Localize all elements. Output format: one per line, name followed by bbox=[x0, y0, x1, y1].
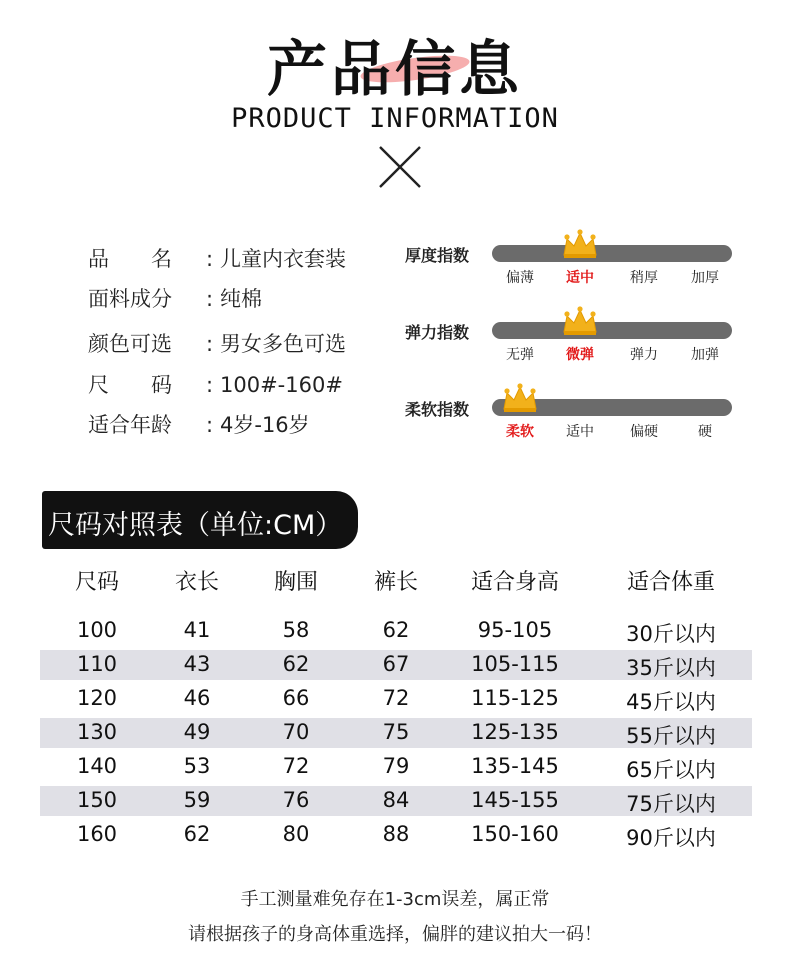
table-header-cell: 尺码 bbox=[74, 570, 119, 595]
index-level-label: 加弹 bbox=[691, 347, 719, 363]
index-bar bbox=[492, 322, 732, 339]
table-cell: 46 bbox=[183, 686, 211, 710]
size-table-title: 尺码对照表（单位:CM） bbox=[48, 510, 343, 541]
table-cell: 76 bbox=[282, 788, 310, 812]
table-cell: 59 bbox=[183, 788, 211, 812]
table-header-cell: 裤长 bbox=[373, 570, 418, 595]
info-row-name: 品 名 : 儿童内衣套装 bbox=[88, 243, 346, 273]
info-label: 品 名 bbox=[88, 247, 172, 271]
table-cell: 58 bbox=[282, 618, 310, 642]
info-label: 颜色可选 bbox=[88, 332, 172, 356]
crown-icon bbox=[501, 383, 539, 413]
table-cell: 110 bbox=[76, 652, 118, 676]
info-label: 面料成分 bbox=[88, 287, 172, 311]
table-cell: 49 bbox=[183, 720, 211, 744]
table-header-cell: 适合身高 bbox=[470, 570, 559, 595]
info-row-age: 适合年龄 : 4岁-16岁 bbox=[88, 409, 310, 439]
table-cell: 150 bbox=[76, 788, 118, 812]
table-header-cell: 适合体重 bbox=[626, 570, 715, 595]
table-cell: 72 bbox=[282, 754, 310, 778]
info-value: 儿童内衣套装 bbox=[220, 247, 346, 271]
table-cell: 67 bbox=[382, 652, 410, 676]
table-cell: 130 bbox=[76, 720, 118, 744]
table-cell: 66 bbox=[282, 686, 310, 710]
table-cell: 43 bbox=[183, 652, 211, 676]
table-cell: 150-160 bbox=[471, 822, 559, 846]
table-cell: 62 bbox=[282, 652, 310, 676]
info-value: 100#-160# bbox=[220, 373, 343, 397]
info-value: 男女多色可选 bbox=[220, 332, 346, 356]
table-cell: 88 bbox=[382, 822, 410, 846]
table-cell: 90斤以内 bbox=[626, 826, 716, 850]
table-cell: 45斤以内 bbox=[626, 690, 716, 714]
info-label: 尺 码 bbox=[88, 373, 172, 397]
info-row-material: 面料成分 : 纯棉 bbox=[88, 283, 262, 313]
table-cell: 160 bbox=[76, 822, 118, 846]
index-level-label: 柔软 bbox=[506, 424, 534, 440]
table-cell: 62 bbox=[382, 618, 410, 642]
index-level-label: 适中 bbox=[566, 270, 594, 286]
table-cell: 135-145 bbox=[471, 754, 559, 778]
table-cell: 125-135 bbox=[471, 720, 559, 744]
table-cell: 145-155 bbox=[471, 788, 559, 812]
note-line: 手工测量难免存在1-3cm误差，属正常 bbox=[240, 889, 550, 910]
table-cell: 105-115 bbox=[471, 652, 559, 676]
table-cell: 70 bbox=[282, 720, 310, 744]
page-title: 产品信息 bbox=[267, 35, 523, 105]
index-level-label: 稍厚 bbox=[630, 270, 658, 286]
crown-icon bbox=[561, 306, 599, 336]
table-cell: 75斤以内 bbox=[626, 792, 716, 816]
info-row-color: 颜色可选 : 男女多色可选 bbox=[88, 328, 346, 358]
table-cell: 41 bbox=[183, 618, 211, 642]
table-cell: 62 bbox=[183, 822, 211, 846]
table-header-cell: 胸围 bbox=[273, 570, 318, 595]
table-cell: 53 bbox=[183, 754, 211, 778]
index-level-label: 加厚 bbox=[691, 270, 719, 286]
table-cell: 35斤以内 bbox=[626, 656, 716, 680]
table-cell: 95-105 bbox=[477, 618, 553, 642]
table-cell: 84 bbox=[382, 788, 410, 812]
index-title: 弹力指数 bbox=[405, 323, 470, 342]
index-title: 厚度指数 bbox=[405, 246, 470, 265]
table-cell: 100 bbox=[76, 618, 118, 642]
info-value: 纯棉 bbox=[220, 287, 262, 311]
table-cell: 30斤以内 bbox=[626, 622, 716, 646]
info-label: 适合年龄 bbox=[88, 413, 172, 437]
index-level-label: 硬 bbox=[698, 424, 712, 440]
table-cell: 72 bbox=[382, 686, 410, 710]
table-cell: 140 bbox=[76, 754, 118, 778]
page-subtitle: PRODUCT INFORMATION bbox=[231, 103, 559, 134]
table-cell: 55斤以内 bbox=[626, 724, 716, 748]
table-cell: 120 bbox=[76, 686, 118, 710]
table-cell: 75 bbox=[382, 720, 410, 744]
info-row-size: 尺 码 : 100#-160# bbox=[88, 369, 343, 399]
table-cell: 80 bbox=[282, 822, 310, 846]
crown-icon bbox=[561, 229, 599, 259]
table-cell: 79 bbox=[382, 754, 410, 778]
index-title: 柔软指数 bbox=[405, 400, 470, 419]
index-level-label: 适中 bbox=[566, 424, 594, 440]
table-header-cell: 衣长 bbox=[174, 570, 219, 595]
table-cell: 65斤以内 bbox=[626, 758, 716, 782]
index-level-label: 偏硬 bbox=[630, 424, 658, 440]
cross-icon bbox=[377, 144, 423, 190]
table-cell: 115-125 bbox=[471, 686, 559, 710]
index-level-label: 微弹 bbox=[566, 347, 594, 363]
index-level-label: 无弹 bbox=[506, 347, 534, 363]
info-value: 4岁-16岁 bbox=[220, 413, 310, 437]
index-level-label: 弹力 bbox=[630, 347, 658, 363]
index-level-label: 偏薄 bbox=[506, 270, 534, 286]
note-line: 请根据孩子的身高体重选择，偏胖的建议拍大一码！ bbox=[188, 924, 602, 945]
index-bar bbox=[492, 245, 732, 262]
